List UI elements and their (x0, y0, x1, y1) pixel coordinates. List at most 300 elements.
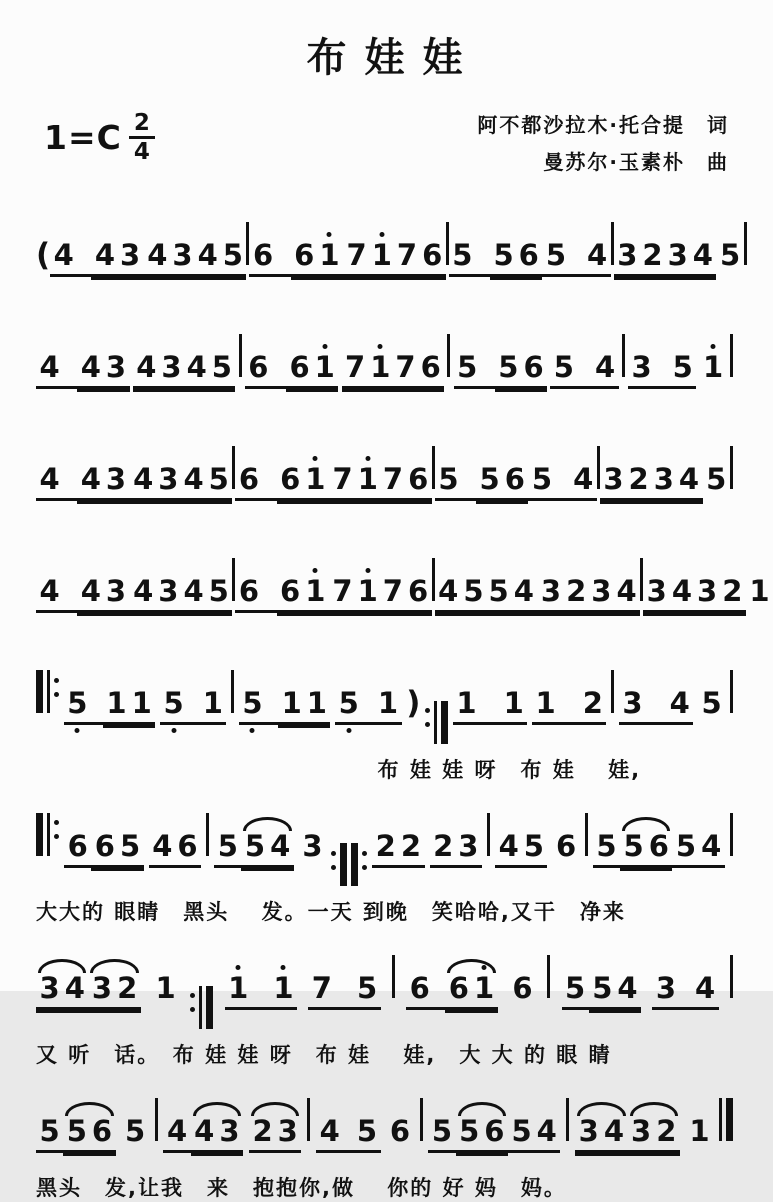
beam-unit (562, 971, 589, 1010)
note-group (454, 350, 548, 389)
spacer-strut (264, 465, 269, 494)
note: 4 (617, 971, 638, 1005)
barline-thin-stroke (392, 955, 395, 998)
beam-unit (121, 1113, 148, 1150)
beam-unit (628, 350, 655, 389)
note: 5 (531, 462, 553, 496)
barline-thin-stroke (547, 955, 550, 998)
barline (566, 1098, 569, 1141)
note-group (121, 1113, 148, 1150)
note: 2 (433, 828, 454, 863)
beam-unit (199, 686, 226, 725)
beam-unit (672, 828, 724, 868)
note: 5 (623, 828, 644, 863)
beam-unit (343, 238, 446, 277)
key-signature (44, 111, 155, 164)
note-group (600, 462, 703, 501)
note: 4 (438, 574, 459, 608)
beam-unit (249, 238, 276, 277)
beam-spacer (655, 353, 669, 389)
repeat-dot (190, 1007, 195, 1012)
beam-unit (64, 686, 91, 725)
note: 4 (39, 574, 60, 608)
open-parenthesis: ( (36, 237, 51, 273)
note: 6 (408, 462, 429, 496)
barline (730, 334, 733, 377)
note: 4 (573, 462, 594, 496)
note: 6 (484, 1113, 505, 1148)
note: 3 (105, 574, 127, 608)
note: 4 (319, 1113, 340, 1148)
spacer-strut (267, 689, 272, 718)
note-group (628, 350, 696, 389)
score-line-block (36, 1081, 733, 1202)
beam-unit (716, 238, 743, 274)
note-high-octave: 1 (355, 577, 380, 606)
barline-thick-stroke (36, 813, 43, 856)
note: 6 (91, 1113, 113, 1148)
beam-spacer (646, 689, 666, 725)
note: 2 (722, 574, 743, 608)
note-group (36, 971, 141, 1010)
note: 7 (332, 574, 353, 608)
note: 3 (646, 574, 667, 608)
beam-unit (550, 350, 577, 389)
beam-unit (277, 574, 329, 613)
note: 5 (701, 686, 722, 720)
song-title: 布娃娃 (306, 35, 481, 81)
note: 3 (105, 462, 127, 496)
spacer-strut (482, 353, 487, 382)
note-group (716, 238, 743, 274)
barline-thin-stroke (611, 670, 614, 713)
note: 5 (457, 350, 478, 384)
note: 4 (64, 971, 85, 1005)
barline-thick-stroke (351, 843, 358, 886)
note: 5 (244, 828, 266, 863)
note: 7 (395, 350, 416, 384)
barline (420, 1098, 423, 1141)
beam-spacer (577, 353, 591, 389)
note: 3 (158, 574, 179, 608)
note: 1 (202, 686, 223, 720)
note-group (130, 462, 233, 501)
note: 2 (582, 686, 603, 720)
note-group (614, 238, 717, 277)
note-group (453, 686, 527, 725)
note-group (235, 462, 329, 501)
barline (155, 1098, 158, 1141)
beam-unit (278, 686, 330, 725)
beam-unit (703, 462, 730, 498)
note: 6 (523, 350, 544, 384)
beam-spacer (559, 689, 579, 725)
barline-thick-stroke (206, 986, 213, 1029)
beam-unit-slur (63, 1113, 115, 1153)
lyrics-line: 布 娃 娃 呀 布 娃 娃, (377, 757, 642, 782)
note: 3 (219, 1113, 240, 1148)
spacer-strut (463, 465, 468, 494)
beam-unit (77, 574, 129, 613)
beam-unit (666, 686, 693, 725)
beam-unit-slur (88, 971, 140, 1010)
barline (447, 334, 450, 377)
beam-unit (91, 238, 143, 277)
beam-unit (353, 971, 380, 1010)
note-group (329, 574, 432, 613)
note: 4 (183, 574, 204, 608)
note-high-octave: 1 (271, 974, 296, 1003)
beam-unit (277, 462, 329, 501)
note-group (235, 574, 329, 613)
note-group (553, 828, 580, 865)
note: 4 (671, 574, 692, 608)
spacer-strut (481, 689, 486, 718)
note: 2 (656, 1113, 677, 1148)
beam-unit (291, 238, 343, 277)
note: 5 (211, 350, 232, 384)
note: 5 (438, 462, 459, 496)
note-group (698, 686, 725, 722)
barline-thin-stroke (447, 334, 450, 377)
music-line (36, 796, 733, 893)
note-high-octave: 1 (369, 241, 394, 270)
beam-unit (36, 350, 63, 389)
beam-spacer (263, 465, 277, 501)
beam-unit (130, 574, 233, 613)
note: 5 (217, 828, 238, 863)
note: 6 (238, 574, 259, 608)
beam-unit-slur (575, 1113, 627, 1153)
note-group (619, 686, 693, 725)
note-group (528, 462, 596, 501)
score (36, 205, 770, 1202)
repeat-dots (425, 701, 430, 744)
beam-spacer (476, 241, 490, 277)
note: 4 (603, 1113, 625, 1148)
barline-thin-stroke (719, 1098, 722, 1141)
beam-unit (449, 238, 476, 277)
spacer-strut (656, 353, 661, 382)
barline-thin-stroke (47, 813, 50, 856)
beam-spacer (272, 353, 286, 389)
note: 6 (518, 238, 539, 272)
beam-spacer (63, 353, 77, 389)
note: 4 (270, 828, 291, 863)
beam-unit (490, 238, 542, 277)
beam-unit (584, 238, 611, 277)
note: 7 (396, 238, 418, 272)
beam-unit (614, 238, 717, 277)
lyrics-line: 黑头 发,让我 来 抱抱你,做 你的 好 妈 妈。 (36, 1175, 567, 1200)
credits (477, 107, 733, 181)
spacer-strut (78, 241, 83, 270)
note-group (36, 462, 130, 501)
repeat-dot (331, 865, 336, 870)
note-high-octave: 1 (226, 974, 251, 1003)
repeat-dots (362, 843, 367, 886)
spacer-strut (64, 577, 69, 606)
spacer-strut (264, 577, 269, 606)
beam-spacer (63, 465, 77, 501)
music-line (36, 317, 733, 404)
note: 1 (749, 574, 770, 608)
beam-unit (542, 238, 569, 277)
beam-unit (149, 828, 201, 868)
repeat-dot (362, 851, 367, 856)
note: 7 (382, 574, 403, 608)
note-group (435, 462, 529, 501)
beam-unit (36, 1113, 63, 1153)
beam-spacer (77, 241, 91, 277)
barline-thin-stroke (487, 813, 490, 856)
note-group (449, 238, 543, 277)
note-group (550, 350, 618, 389)
note: 7 (311, 971, 332, 1005)
note: 7 (346, 238, 367, 272)
beam-unit-slur (445, 971, 497, 1010)
beam-unit (669, 350, 696, 389)
beam-unit (692, 971, 719, 1010)
spacer-strut (64, 353, 69, 382)
beam-unit (537, 574, 640, 613)
note-group (249, 1113, 301, 1153)
note: 1 (503, 686, 524, 720)
note: 5 (479, 462, 500, 496)
repeat-dots (190, 986, 195, 1029)
note-group (537, 574, 640, 613)
note: 6 (648, 828, 669, 863)
beam-unit-slur (191, 1113, 243, 1153)
note: 4 (186, 350, 207, 384)
note-group (329, 462, 432, 501)
repeat-dot (54, 678, 59, 683)
spacer-strut (578, 353, 583, 382)
beam-unit (329, 462, 432, 501)
repeat-end-barline (190, 986, 213, 1029)
note-group (746, 574, 773, 610)
note: 4 (513, 574, 534, 608)
note: 4 (136, 350, 157, 384)
key-tonic: 1=C (44, 118, 122, 158)
note: 4 (147, 238, 168, 272)
barline-thin-stroke (730, 446, 733, 489)
note: 4 (498, 828, 519, 863)
beam-spacer (362, 689, 374, 725)
beam-unit (270, 971, 297, 1010)
beam-unit (235, 462, 262, 501)
repeat-end-barline (425, 701, 448, 744)
beam-unit (500, 686, 527, 725)
repeat-dot (190, 993, 195, 998)
beam-spacer (481, 353, 495, 389)
note-group (342, 350, 445, 389)
note: 5 (222, 238, 243, 272)
barline (730, 670, 733, 713)
note: 4 (39, 350, 60, 384)
music-line (36, 1081, 733, 1168)
beam-unit (700, 350, 727, 386)
note: 3 (540, 574, 562, 608)
note: 5 (553, 350, 574, 384)
lyricist-credit: 阿不都沙拉木·托合提 词 (477, 113, 729, 137)
barline-thin-stroke (231, 670, 234, 713)
beam-spacer (433, 974, 445, 1010)
note: 4 (80, 462, 101, 496)
note: 3 (697, 574, 718, 608)
barline-thick-stroke (340, 843, 347, 886)
barline (307, 1098, 310, 1141)
note: 3 (631, 350, 652, 384)
beam-unit (476, 462, 528, 501)
note: 5 (596, 828, 617, 863)
barline (622, 334, 625, 377)
repeat-dot (362, 865, 367, 870)
beam-unit (570, 462, 597, 501)
meta-row (36, 105, 733, 181)
note: 5 (124, 1113, 146, 1148)
beam-unit (435, 462, 462, 501)
note-group (133, 350, 236, 389)
note: 2 (566, 574, 587, 608)
beam-unit (160, 686, 187, 725)
note-group (703, 462, 730, 498)
barline-thin-stroke (206, 813, 209, 856)
barline (730, 955, 733, 998)
repeat-dots (331, 843, 336, 886)
note-group (575, 1113, 680, 1153)
note: 2 (252, 1113, 273, 1148)
note: 6 (422, 238, 443, 272)
note: 4 (587, 238, 608, 272)
beam-unit (508, 1113, 560, 1153)
note: 6 (556, 828, 577, 863)
music-line (36, 653, 733, 750)
beam-unit (103, 686, 155, 725)
note-group (144, 238, 247, 277)
note: 4 (152, 828, 173, 863)
lyrics-line: 又 听 话。 布 娃 娃 呀 布 娃 娃, 大 大 的 眼 睛 (36, 1042, 612, 1067)
note: 6 (94, 828, 115, 863)
spacer-strut (363, 689, 368, 718)
note: 4 (616, 574, 637, 608)
note: 5 (511, 1113, 532, 1148)
beam-spacer (570, 241, 584, 277)
note-group (700, 350, 727, 386)
note: 5 (452, 238, 473, 272)
repeat-dot (425, 708, 430, 713)
repeat-dot (54, 692, 59, 697)
note: 3 (578, 1113, 599, 1148)
music-line (36, 938, 733, 1035)
note: 5 (498, 350, 519, 384)
beam-unit (353, 1113, 380, 1153)
note-group (335, 686, 401, 725)
note: 5 (592, 971, 613, 1005)
time-signature (129, 111, 155, 164)
beam-unit (532, 686, 559, 725)
barline (487, 813, 490, 856)
note-high-octave: 1 (303, 577, 328, 606)
note: 3 (655, 971, 677, 1005)
music-line (36, 429, 733, 516)
beam-unit (406, 971, 433, 1010)
note: 3 (172, 238, 193, 272)
beam-unit (144, 238, 247, 277)
note-group (299, 828, 326, 865)
final-barline (719, 1098, 733, 1141)
repeat-double-barline (331, 843, 367, 886)
beam-unit (239, 686, 266, 725)
barline (231, 670, 234, 713)
note-group (36, 1113, 116, 1153)
beam-spacer (556, 465, 570, 501)
note-group (428, 1113, 560, 1153)
note: 4 (94, 238, 116, 272)
barline-thin-stroke (239, 334, 242, 377)
note: 1 (456, 686, 477, 720)
note: 4 (80, 574, 101, 608)
barline-thick-stroke (726, 1098, 733, 1141)
spacer-strut (571, 241, 576, 270)
spacer-strut (557, 465, 562, 494)
note: 1 (281, 686, 302, 720)
note: 2 (400, 828, 421, 863)
note-group (343, 238, 446, 277)
note: 6 (289, 350, 310, 384)
barline (730, 813, 733, 856)
note-group (643, 574, 746, 613)
note-group (308, 971, 380, 1010)
note: 5 (523, 828, 544, 863)
barline (547, 955, 550, 998)
note: 4 (692, 238, 713, 272)
beam-unit (495, 350, 547, 389)
beam-unit (342, 350, 445, 389)
note-group (225, 971, 297, 1010)
note: 1 (377, 686, 399, 720)
spacer-strut (344, 1117, 349, 1146)
note: 4 (669, 686, 690, 720)
note-group (652, 971, 718, 1010)
beam-unit (77, 350, 129, 389)
note: 3 (120, 238, 141, 272)
note-high-octave: 1 (471, 974, 496, 1003)
score-line-block (36, 653, 733, 784)
composer-credit: 曼苏尔·玉素朴 曲 (543, 150, 729, 174)
barline-thick-stroke (441, 701, 448, 744)
note: 3 (277, 1113, 298, 1148)
beam-unit (600, 462, 703, 501)
note: 5 (66, 1113, 87, 1148)
note: 6 (67, 828, 88, 863)
note: 2 (375, 828, 396, 863)
note-group (64, 828, 144, 868)
beam-unit (64, 828, 91, 868)
note: 4 (695, 971, 716, 1005)
beam-unit (329, 574, 432, 613)
note: 3 (622, 686, 643, 720)
note: 4 (53, 238, 74, 272)
note-high-octave: 1 (701, 353, 726, 382)
barline (611, 670, 614, 713)
repeat-begin-barline (36, 813, 59, 856)
barline-thin-stroke (730, 334, 733, 377)
barline-thick-stroke (36, 670, 43, 713)
note: 3 (653, 462, 674, 496)
beam-unit (77, 462, 129, 501)
note-group (435, 574, 538, 613)
